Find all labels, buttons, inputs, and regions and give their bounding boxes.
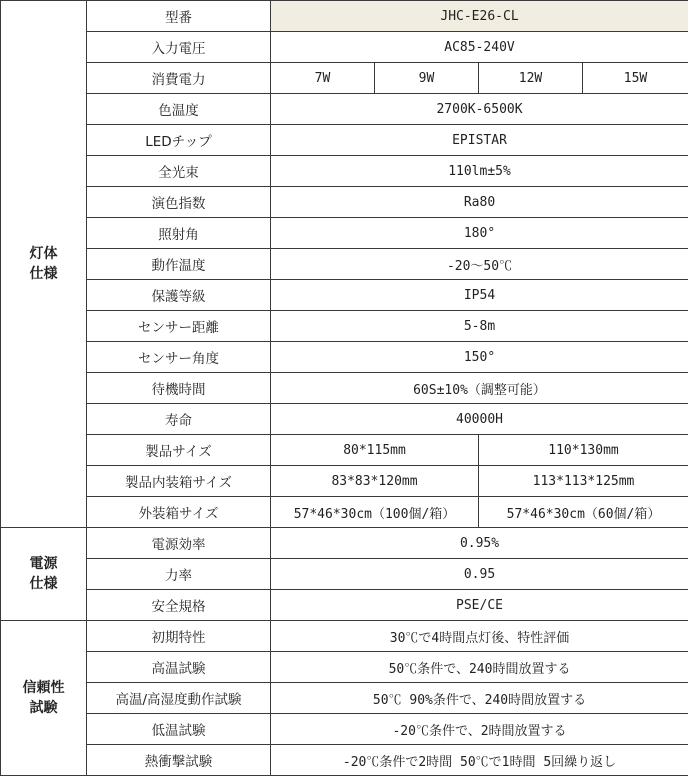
label-model: 型番: [87, 1, 271, 32]
value-high-temp-test: 50℃条件で、240時間放置する: [271, 652, 688, 683]
label-input-voltage: 入力電圧: [87, 32, 271, 63]
value-protection: IP54: [271, 280, 688, 311]
row-model: [1, 1, 688, 32]
row-input-voltage: [1, 32, 688, 63]
row-power-consumption: [1, 63, 688, 94]
label-luminous-flux: 全光束: [87, 156, 271, 187]
label-thermal-shock-test: 熱衝撃試験: [87, 745, 271, 776]
value-efficiency: 0.95%: [271, 528, 688, 559]
value-power-12w: 12W: [479, 63, 583, 94]
label-cri: 演色指数: [87, 187, 271, 218]
label-low-temp-test: 低温試験: [87, 714, 271, 745]
value-product-size-large: 110*130mm: [479, 435, 688, 466]
value-safety: PSE/CE: [271, 590, 688, 621]
row-efficiency: [1, 528, 688, 559]
label-color-temp: 色温度: [87, 94, 271, 125]
value-beam-angle: 180°: [271, 218, 688, 249]
label-lifespan: 寿命: [87, 404, 271, 435]
row-luminous-flux: [1, 156, 688, 187]
value-led-chip: EPISTAR: [271, 125, 688, 156]
value-thermal-shock-test: -20℃条件で2時間 50℃で1時間 5回繰り返し: [271, 745, 688, 776]
row-inner-box-size: [1, 466, 688, 497]
row-cri: [1, 187, 688, 218]
value-high-humidity-test: 50℃ 90%条件で、240時間放置する: [271, 683, 688, 714]
group-power-spec: 電源 仕様: [1, 528, 87, 621]
label-operating-temp: 動作温度: [87, 249, 271, 280]
value-outer-box-small: 57*46*30cm（100個/箱）: [271, 497, 479, 528]
value-power-15w: 15W: [583, 63, 688, 94]
value-low-temp-test: -20℃条件で、2時間放置する: [271, 714, 688, 745]
value-standby-time: 60S±10%（調整可能）: [271, 373, 688, 404]
row-operating-temp: [1, 249, 688, 280]
value-cri: Ra80: [271, 187, 688, 218]
row-high-humidity-test: [1, 683, 688, 714]
label-power-factor: 力率: [87, 559, 271, 590]
value-color-temp: 2700K-6500K: [271, 94, 688, 125]
value-power-9w: 9W: [375, 63, 479, 94]
row-high-temp-test: [1, 652, 688, 683]
row-safety: [1, 590, 688, 621]
label-efficiency: 電源効率: [87, 528, 271, 559]
row-sensor-distance: [1, 311, 688, 342]
value-inner-box-small: 83*83*120mm: [271, 466, 479, 497]
value-model: JHC-E26-CL: [271, 1, 688, 32]
group-lamp-spec: 灯体 仕様: [1, 1, 87, 528]
label-high-temp-test: 高温試験: [87, 652, 271, 683]
label-power-consumption: 消費電力: [87, 63, 271, 94]
row-protection: [1, 280, 688, 311]
row-low-temp-test: [1, 714, 688, 745]
row-initial-characteristics: [1, 621, 688, 652]
group-reliability-test: 信頼性 試験: [1, 621, 87, 776]
label-protection: 保護等級: [87, 280, 271, 311]
label-sensor-distance: センサー距離: [87, 311, 271, 342]
value-product-size-small: 80*115mm: [271, 435, 479, 466]
row-standby-time: [1, 373, 688, 404]
value-operating-temp: -20～50℃: [271, 249, 688, 280]
value-initial-characteristics: 30℃で4時間点灯後、特性評価: [271, 621, 688, 652]
value-lifespan: 40000H: [271, 404, 688, 435]
row-lifespan: [1, 404, 688, 435]
label-high-humidity-test: 高温/高湿度動作試験: [87, 683, 271, 714]
value-power-7w: 7W: [271, 63, 375, 94]
value-sensor-distance: 5-8m: [271, 311, 688, 342]
row-led-chip: [1, 125, 688, 156]
row-outer-box-size: [1, 497, 688, 528]
label-inner-box-size: 製品内装箱サイズ: [87, 466, 271, 497]
label-led-chip: LEDチップ: [87, 125, 271, 156]
value-inner-box-large: 113*113*125mm: [479, 466, 688, 497]
row-product-size: [1, 435, 688, 466]
label-safety: 安全規格: [87, 590, 271, 621]
row-color-temp: [1, 94, 688, 125]
value-outer-box-large: 57*46*30cm（60個/箱）: [479, 497, 688, 528]
value-luminous-flux: 110lm±5%: [271, 156, 688, 187]
label-sensor-angle: センサー角度: [87, 342, 271, 373]
label-standby-time: 待機時間: [87, 373, 271, 404]
label-outer-box-size: 外装箱サイズ: [87, 497, 271, 528]
value-power-factor: 0.95: [271, 559, 688, 590]
label-initial-characteristics: 初期特性: [87, 621, 271, 652]
row-thermal-shock-test: [1, 745, 688, 776]
row-power-factor: [1, 559, 688, 590]
row-sensor-angle: [1, 342, 688, 373]
label-beam-angle: 照射角: [87, 218, 271, 249]
row-beam-angle: [1, 218, 688, 249]
value-input-voltage: AC85-240V: [271, 32, 688, 63]
label-product-size: 製品サイズ: [87, 435, 271, 466]
value-sensor-angle: 150°: [271, 342, 688, 373]
